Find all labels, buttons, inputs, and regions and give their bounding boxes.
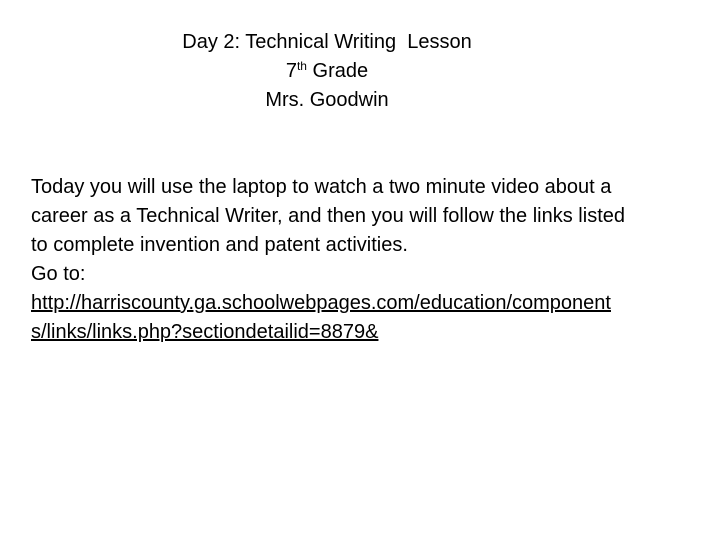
grade-suffix: th	[296, 59, 307, 73]
teacher-name: Mrs. Goodwin	[265, 89, 389, 111]
grade-word: Grade	[306, 60, 369, 82]
intro-paragraph: Today you will use the laptop to watch a two minute video about a career as a Technical Writer, and then you will follow the links listed to complete invention and patent activities.	[31, 176, 625, 256]
grade-line	[0, 57, 654, 86]
slide-header	[0, 28, 654, 115]
lesson-title: Day 2: Technical Writing Lesson	[182, 31, 472, 53]
goto-label: Go to:	[31, 263, 86, 285]
links-url[interactable]: http://harriscounty.ga.schoolwebpages.com/education/components/links/links.php?sectiondetailid=8879&	[31, 292, 611, 343]
grade-number: 7	[285, 60, 297, 82]
slide-body	[31, 173, 631, 347]
